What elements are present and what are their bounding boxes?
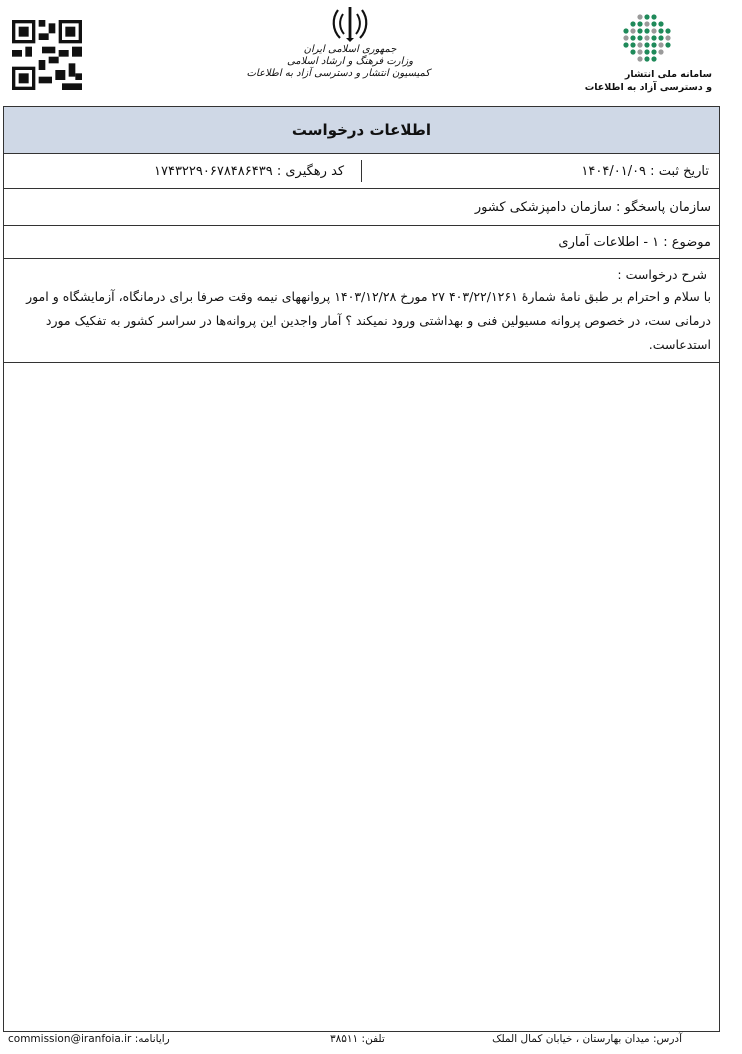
logo-dot (658, 35, 663, 40)
logo-dot (637, 14, 642, 19)
logo-dot (665, 28, 670, 33)
description-text: با سلام و احترام بر طبق نامهٔ شمارهٔ ۴۰۳/۲۲/۱۲۶۱ ۲۷ مورخ ۱۴۰۳/۱۲/۲۸ پروانههای نیمه وقت صرفا برای درمانگاه، آزمایشگاه و امور درمانی ست، در خصوص پروانه مسیولین فنی و بهداشتی ورود نمیکند ؟ آمار واجدین این پروانه‌ها در سراسر کشور به تفکیک مورد استدعاست. (26, 289, 711, 352)
logo-dot (637, 28, 642, 33)
dot-grid-logo-icon (621, 12, 673, 64)
logo-dot (630, 49, 635, 54)
logo-dot (630, 21, 635, 26)
logo-dot (651, 56, 656, 61)
ministry-line: جمهوری اسلامی ایران (303, 44, 397, 55)
logo-dot (665, 35, 670, 40)
logo-dot (665, 42, 670, 47)
logo-dot (644, 56, 649, 61)
ministry-emblem-block (246, 4, 430, 100)
logo-dot (637, 56, 642, 61)
logo-dot (658, 49, 663, 54)
tracking-code: کد رهگیری : ۱۷۴۳۲۲۹۰۶۷۸۴۸۶۴۳۹ (154, 164, 345, 179)
logo-dot (651, 42, 656, 47)
logo-dot (630, 28, 635, 33)
logo-dot (651, 14, 656, 19)
logo-dot (623, 35, 628, 40)
logo-dot (651, 49, 656, 54)
logo-dot (651, 35, 656, 40)
logo-dot (637, 35, 642, 40)
logo-dot (644, 28, 649, 33)
request-info-panel (3, 106, 720, 1032)
logo-dot (651, 28, 656, 33)
logo-dot (630, 42, 635, 47)
system-logo-block (582, 12, 712, 102)
registration-date: تاریخ ثبت : ۱۴۰۴/۰۱/۰۹ (581, 164, 709, 179)
column-divider (361, 160, 362, 182)
logo-dot (630, 35, 635, 40)
logo-dot (651, 21, 656, 26)
date-tracking-row (4, 154, 719, 189)
footer-phone: تلفن: ۳۸۵۱۱ (330, 1033, 385, 1045)
footer-email: رایانامه: commission@iranfoia.ir (8, 1033, 170, 1045)
page-header (0, 0, 742, 105)
description-label: شرح درخواست : (617, 267, 707, 282)
ministry-line: وزارت فرهنگ و ارشاد اسلامی (286, 56, 414, 67)
footer-address: آدرس: میدان بهارستان ، خیابان کمال الملک (492, 1033, 682, 1045)
system-name-line: سامانه ملی انتشار (624, 69, 712, 80)
system-name-line: و دسترسی آزاد به اطلاعات (584, 82, 712, 93)
ministry-line: کمیسیون انتشار و دسترسی آزاد به اطلاعات (246, 68, 430, 79)
logo-dot (658, 28, 663, 33)
qr-code-icon (12, 20, 82, 90)
logo-dot (644, 49, 649, 54)
logo-dot (658, 42, 663, 47)
logo-dot (623, 42, 628, 47)
logo-dot (623, 28, 628, 33)
logo-dot (637, 42, 642, 47)
iran-emblem-icon (330, 4, 370, 44)
logo-dot (637, 21, 642, 26)
logo-dot (644, 14, 649, 19)
responding-org: سازمان پاسخگو : سازمان دامپزشکی کشور (4, 189, 719, 226)
logo-dot (637, 49, 642, 54)
logo-dot (658, 21, 663, 26)
section-title: اطلاعات درخواست (4, 107, 719, 154)
logo-dot (644, 21, 649, 26)
logo-dot (644, 35, 649, 40)
page-footer (0, 1033, 742, 1053)
logo-dot (644, 42, 649, 47)
description-section (4, 259, 719, 363)
request-subject: موضوع : ۱ - اطلاعات آماری (4, 226, 719, 259)
